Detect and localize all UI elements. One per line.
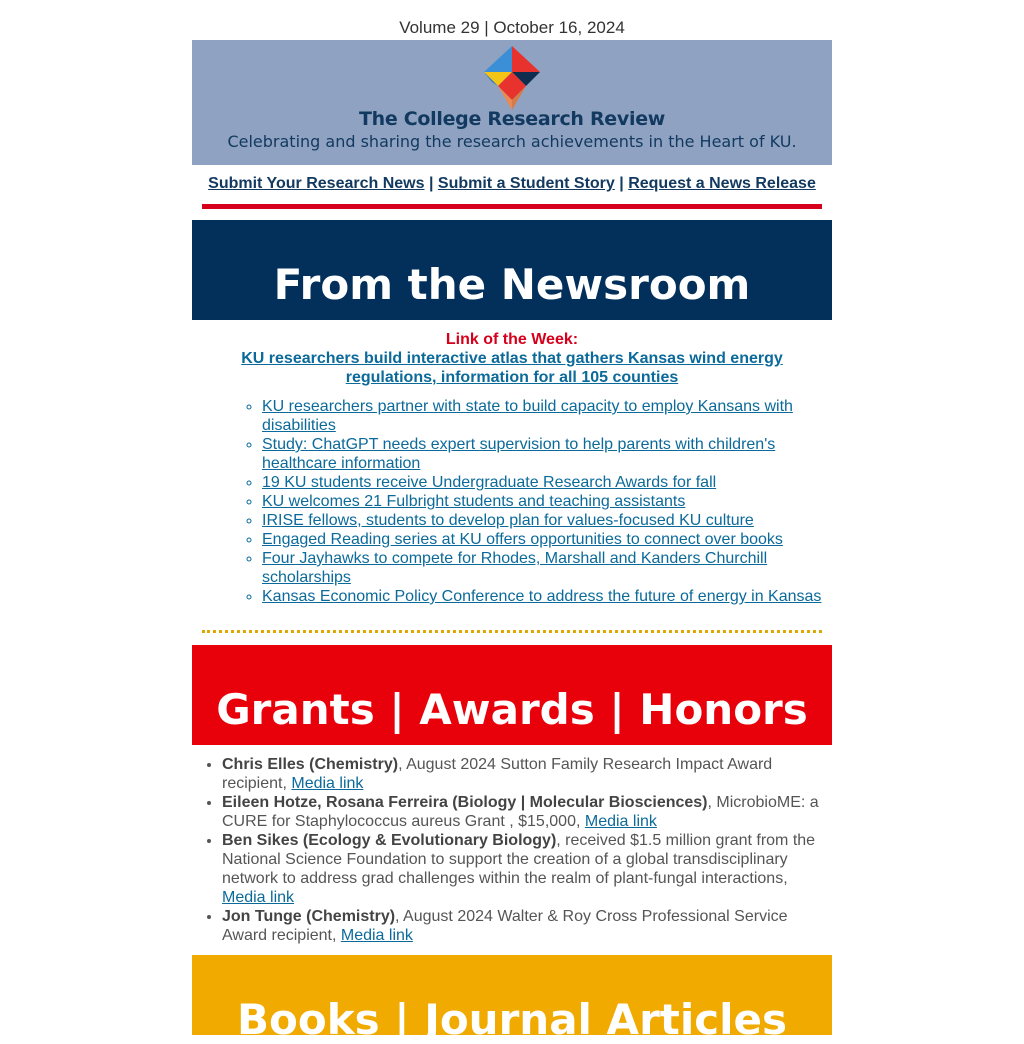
- newsletter-tagline: Celebrating and sharing the research achievements in the Heart of KU.: [227, 132, 797, 151]
- award-description: , August 2024 Sutton Family Research Impact Award recipient,: [222, 756, 773, 792]
- newsroom-section-header: [192, 220, 832, 320]
- link-of-the-week-article[interactable]: KU researchers build interactive atlas that gathers Kansas wind energy regulations, information for all 105 counties: [241, 350, 783, 386]
- newsroom-list: [222, 397, 832, 606]
- newsletter-title: The College Research Review: [358, 108, 666, 130]
- news-article-link[interactable]: Engaged Reading series at KU offers opportunities to connect over books: [262, 531, 783, 548]
- news-article-link[interactable]: 19 KU students receive Undergraduate Research Awards for fall: [262, 474, 717, 491]
- books-heading: Books | Journal Articles: [236, 995, 788, 1044]
- media-link[interactable]: Media link: [291, 775, 364, 792]
- news-article-link[interactable]: Kansas Economic Policy Conference to address the future of energy in Kansas: [262, 588, 822, 605]
- recipient-name: Eileen Hotze, Rosana Ferreira (Biology | Molecular Biosciences): [222, 794, 708, 811]
- list-item: [262, 511, 832, 530]
- list-item: [262, 397, 832, 435]
- news-article-link[interactable]: KU welcomes 21 Fulbright students and teaching assistants: [262, 493, 686, 510]
- list-item: [262, 473, 832, 492]
- books-section-header: [192, 955, 832, 1044]
- nav-separator: |: [619, 175, 624, 192]
- newsroom-heading: From the Newsroom: [273, 260, 751, 309]
- media-link[interactable]: Media link: [584, 813, 657, 830]
- submit-student-story-link[interactable]: Submit a Student Story: [437, 175, 615, 192]
- news-article-link[interactable]: Study: ChatGPT needs expert supervision to help parents with children's healthcare information: [262, 436, 776, 472]
- list-item: [262, 435, 832, 473]
- list-item: [262, 587, 832, 606]
- grants-heading: Grants | Awards | Honors: [216, 685, 808, 734]
- submit-research-news-link[interactable]: Submit Your Research News: [208, 175, 425, 192]
- top-navigation: [192, 175, 832, 193]
- volume-date-line: Volume 29 | October 16, 2024: [399, 18, 625, 37]
- award-description: , received $1.5 million grant from the National Science Foundation to support the creation of a global transdisciplinary network to address grad challenges within the realm of plant-fungal interactions,: [222, 832, 816, 887]
- link-of-the-week-label: Link of the Week:: [445, 331, 579, 348]
- nav-separator: |: [428, 175, 434, 192]
- list-item: [262, 492, 832, 511]
- newsletter-banner: [192, 40, 832, 165]
- red-divider: [202, 204, 822, 209]
- award-description: , August 2024 Walter & Roy Cross Professional Service Award recipient,: [222, 908, 788, 944]
- recipient-name: Ben Sikes (Ecology & Evolutionary Biology): [222, 832, 557, 849]
- recipient-name: Chris Elles (Chemistry): [222, 756, 399, 773]
- recipient-name: Jon Tunge (Chemistry): [222, 908, 396, 925]
- grants-list: [192, 755, 827, 945]
- dotted-divider: [202, 630, 822, 633]
- list-item: [222, 755, 827, 793]
- news-article-link[interactable]: IRISE fellows, students to develop plan for values-focused KU culture: [262, 512, 754, 529]
- list-item: [262, 530, 832, 549]
- news-article-link[interactable]: KU researchers partner with state to build capacity to employ Kansans with disabilities: [262, 398, 793, 434]
- geometric-diamond-logo-icon: [474, 46, 550, 110]
- list-item: [222, 831, 827, 907]
- list-item: [262, 549, 832, 587]
- list-item: [222, 793, 827, 831]
- link-of-the-week: [232, 330, 792, 387]
- list-item: [222, 907, 827, 945]
- media-link[interactable]: Media link: [222, 889, 295, 906]
- media-link[interactable]: Media link: [340, 927, 413, 944]
- request-news-release-link[interactable]: Request a News Release: [628, 175, 816, 192]
- news-article-link[interactable]: Four Jayhawks to compete for Rhodes, Marshall and Kanders Churchill scholarships: [262, 550, 768, 586]
- award-description: , MicrobioME: a CURE for Staphylococcus aureus Grant , $15,000,: [222, 794, 819, 830]
- grants-section-header: [192, 645, 832, 745]
